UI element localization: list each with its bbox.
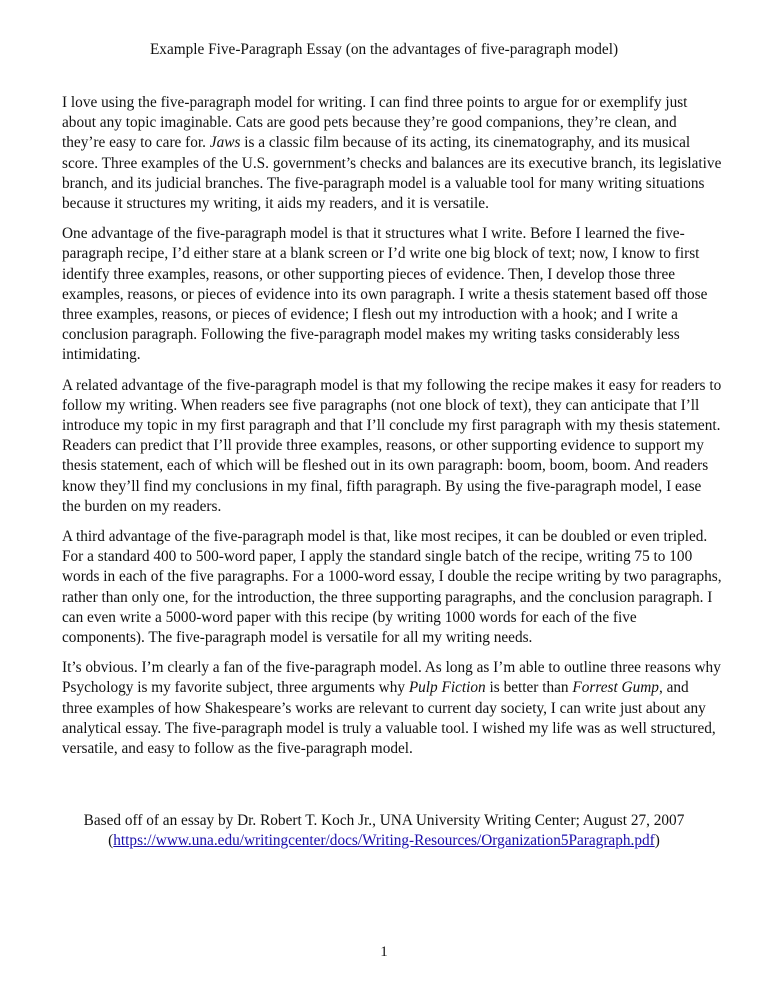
paragraph-conclusion (62, 658, 722, 759)
source-link[interactable]: https://www.una.edu/writingcenter/docs/Writing-Resources/Organization5Paragraph.pdf (113, 832, 655, 849)
paragraph-body-1: One advantage of the five-paragraph model is that it structures what I write. Before I learned the five-paragraph recipe, I’d either stare at a blank screen or I’d write one big block of text; now, I know to first identify three examples, reasons, or other supporting pieces of evidence. Then, I develop those three examples, reasons, or pieces of evidence into its own paragraph. I write a thesis statement based off those three examples, reasons, or pieces of evidence; I flesh out my introduction with a hook; and I write a conclusion paragraph. Following the five-paragraph model makes my writing tasks considerably less intimidating. (62, 225, 708, 364)
film-title-jaws: Jaws (209, 134, 241, 152)
source-credit (0, 811, 768, 851)
film-title-pulp-fiction: Pulp Fiction (408, 679, 486, 697)
paragraph-text: , and three examples of how Shakespeare’s works are relevant to current day society, I can write just about any analytical essay. The five-paragraph model is truly a valuable tool. I wished my life was as well structured, versatile, and easy to follow as the five-paragraph model. (62, 679, 716, 758)
paragraph-text: is a classic film because of its acting, its cinematography, and its musical score. Three examples of the U.S. government’s checks and balances are its executive branch, its legislative branch, and its judicial branches. The five-paragraph model is a valuable tool for many writing situations because it structures my writing, it aids my readers, and it is versatile. (62, 134, 722, 213)
essay-body (62, 93, 722, 769)
paragraph-text: is better than (485, 679, 573, 697)
page-number: 1 (380, 944, 388, 960)
paragraph-body-2: A related advantage of the five-paragraph model is that my following the recipe makes it easy for readers to follow my writing. When readers see five paragraphs (not one block of text), they can anticipate that I’ll introduce my topic in my first paragraph and that I’ll conclude my first paragraph with my thesis statement. Readers can predict that I’ll provide three examples, reasons, or other supporting evidence to support my thesis statement, each of which will be fleshed out in its own paragraph: boom, boom, boom. And readers know they’ll find my conclusions in my final, fifth paragraph. By using the five-paragraph model, I ease the burden on my readers. (62, 376, 722, 515)
credit-line: Based off of an essay by Dr. Robert T. Koch Jr., UNA University Writing Center; August 27, 2007 (83, 812, 685, 829)
essay-title: Example Five-Paragraph Essay (on the advantages of five-paragraph model) (149, 41, 619, 58)
paren-close: ) (654, 832, 660, 849)
paragraph-body-3: A third advantage of the five-paragraph model is that, like most recipes, it can be doubled or even tripled. For a standard 400 to 500-word paper, I apply the standard single batch of the recipe, writing 75 to 100 words in each of the five paragraphs. For a 1000-word essay, I double the recipe writing by two paragraphs, rather than only one, for the introduction, the three supporting paragraphs, and the conclusion paragraph. I can even write a 5000-word paper with this recipe (by writing 1000 words for each of the five components). The five-paragraph model is versatile for all my writing needs. (62, 528, 722, 647)
paragraph-text: It’s obvious. I’m clearly a fan of the five-paragraph model. As long as I’m able to outline three reasons why Psychology is my favorite subject, three arguments why (62, 659, 721, 697)
paren-open: ( (108, 832, 114, 849)
film-title-forrest-gump: Forrest Gump (572, 679, 659, 697)
paragraph-text: I love using the five-paragraph model for writing. I can find three points to argue for or exemplify just about any topic imaginable. Cats are good pets because they’re good companions, they’re clean, and they’re easy to care for. (62, 94, 688, 152)
paragraph-introduction (62, 93, 722, 214)
credit-link-line (0, 831, 768, 851)
